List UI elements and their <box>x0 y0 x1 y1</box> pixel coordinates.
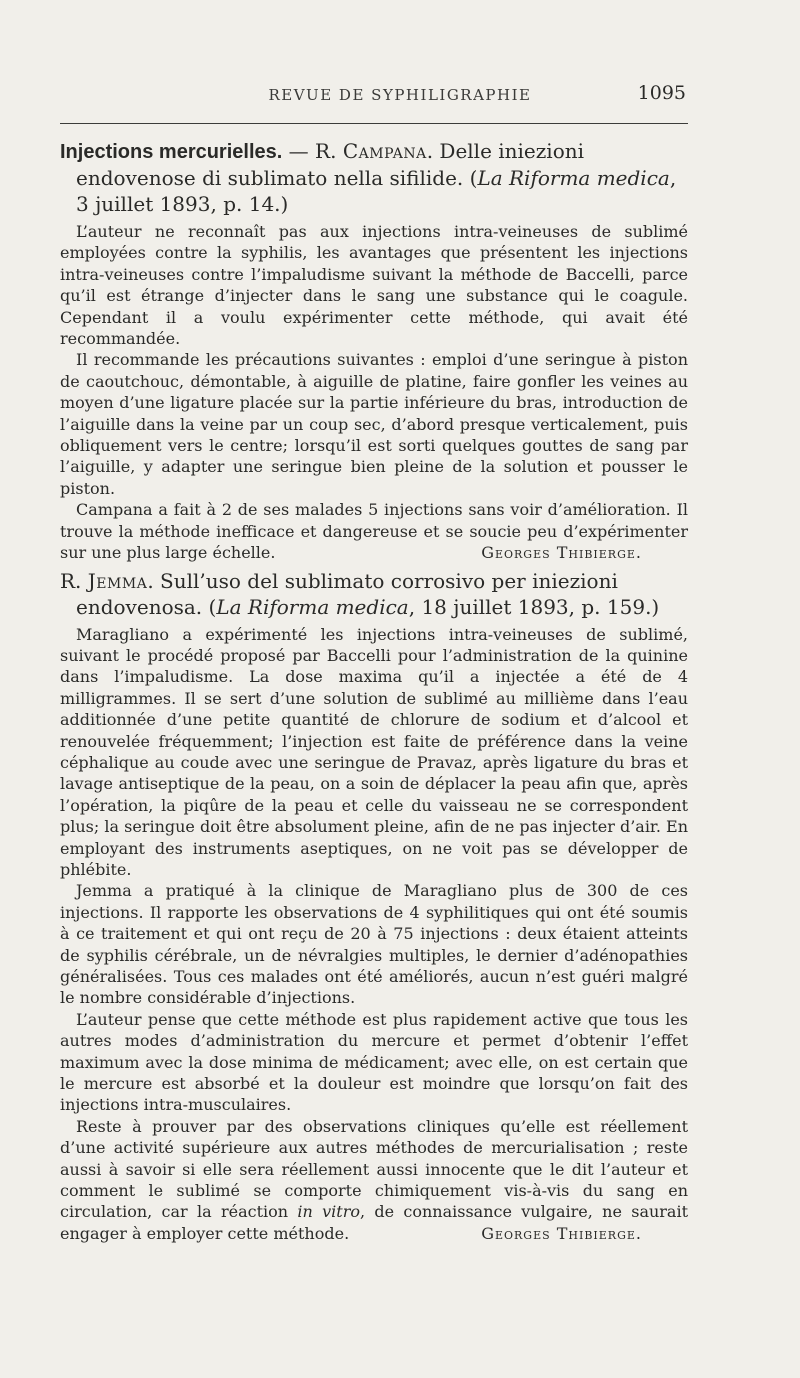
article-2-paragraph: L’auteur pense que cette méthode est plus rapidement active que tous les autres modes d’administration du mercure et permet d’obtenir l’effet maximum avec la dose minima de médicament; avec elle, on est certain que le mercure est absorbé et la douleur est moindre que lorsqu’on fait des injections intra-musculaires. <box>60 1009 688 1115</box>
page-number: 1095 <box>637 82 686 104</box>
article-2-last-text: Reste à prouver par des observations cliniques qu’elle est réellement d’une activité supérieure aux autres méthodes de mercurialisation ; reste aussi à savoir si elle sera réellement aussi innocente que le dit l’auteur et comment le sublimé se comporte chimiquement vis-à-vis du sang en circulation, car la réaction <box>60 1116 688 1222</box>
article-2-paragraph: Maragliano a expérimenté les injections intra-veineuses de sublimé, suivant le procédé proposé par Baccelli pour l’administration de la quinine dans l’impaludisme. La dose maxima qu’il a injectée a été de 4 milligrammes. Il se sert d’une solution de sublimé au millième dans l’eau additionnée d’une petite quantité de chlorure de sodium et d’alcool et renouvelée fréquemment; l’injection est faite de préférence dans la veine céphalique au coude avec une seringue de Pravaz, après ligature du bras et lavage antiseptique de la peau, on a soin de déplacer la peau afin que, après l’opération, la piqûre de la peau et celle du vaisseau ne se correspondent plus; la seringue doit être absolument pleine, afin de ne pas injecter d’air. En employant des instruments aseptiques, on ne voit pas se développer de phlébite. <box>60 624 688 879</box>
article-1-journal: La Riforma medica <box>477 166 670 190</box>
header-rule <box>60 123 688 124</box>
article-2-citation: , 18 juillet 1893, p. 159.) <box>408 594 660 619</box>
article-2-title: . Sull’uso del sublimato corrosivo per iniezioni endovenosa. ( <box>76 568 618 619</box>
article-1-last-text: Campana a fait à 2 de ses malades 5 injections sans voir d’amélioration. Il trouve la méthode inefficace et dangereuse et se soucie peu d’expérimenter sur une plus large échelle. <box>60 500 688 563</box>
section-title: Injections mercurielles. <box>60 141 283 163</box>
article-2-heading <box>60 568 688 620</box>
article-1-dash: — <box>282 139 316 163</box>
article-1-citation: , 3 juillet 1893, p. 14.) <box>76 166 677 216</box>
article-1-last-paragraph <box>60 499 688 563</box>
article-2-last-text-end: , de connaissance vulgaire, ne saurait engager à employer cette méthode. <box>60 1202 689 1243</box>
article-1-author-initial: R. <box>315 139 343 163</box>
article-2-author: Jemma <box>87 568 148 593</box>
article-1-paragraph: Il recommande les précautions suivantes : emploi d’une seringue à piston de caoutchouc, démontable, à aiguille de platine, faire gonfler les veines au moyen d’une ligature placée sur la partie inférieure du bras, introduction de l’aiguille dans la veine par un coup sec, d’abord presque verticalement, puis obliquement vers le centre; lorsqu’il est sorti quelques gouttes de sang par l’aiguille, y adapter une seringue bien pleine de la solution et pousser le piston. <box>60 350 688 498</box>
journal-title: REVUE DE SYPHILIGRAPHIE <box>268 86 532 104</box>
article-1-title: . Delle iniezioni endovenose di sublimato nella sifilide. ( <box>76 139 585 190</box>
page-body <box>60 138 688 1244</box>
article-1-signature: Georges Thibierge. <box>481 543 642 563</box>
article-1-author: Campana <box>342 139 427 163</box>
article-2-italic-term: in vitro <box>297 1202 360 1222</box>
article-1-heading <box>60 138 688 217</box>
running-header <box>0 82 800 110</box>
article-2-paragraph: Jemma a pratiqué à la clinique de Maragliano plus de 300 de ces injections. Il rapporte les observations de 4 syphilitiques qui ont été soumis à ce traitement et qui ont reçu de 20 à 75 injections : deux étaient atteints de syphilis cérébrale, un de névralgies multiples, le dernier d’adénopathies généralisées. Tous ces malades ont été améliorés, aucun n’est guéri malgré le nombre considérable d’injections. <box>60 881 688 1008</box>
article-2-journal: La Riforma medica <box>216 594 409 619</box>
article-1-paragraph: L’auteur ne reconnaît pas aux injections intra-veineuses de sublimé employées contre la syphilis, les avantages que présentent les injections intra-veineuses contre l’impaludisme suivant la méthode de Baccelli, parce qu’il est étrange d’injecter dans le sang une substance qui le coagule. Cependant il a voulu expérimenter cette méthode, qui avait été recommandée. <box>60 222 688 349</box>
article-2-author-initial: R. <box>60 568 88 593</box>
article-2-signature: Georges Thibierge. <box>481 1223 642 1243</box>
article-2-last-paragraph <box>60 1116 688 1244</box>
